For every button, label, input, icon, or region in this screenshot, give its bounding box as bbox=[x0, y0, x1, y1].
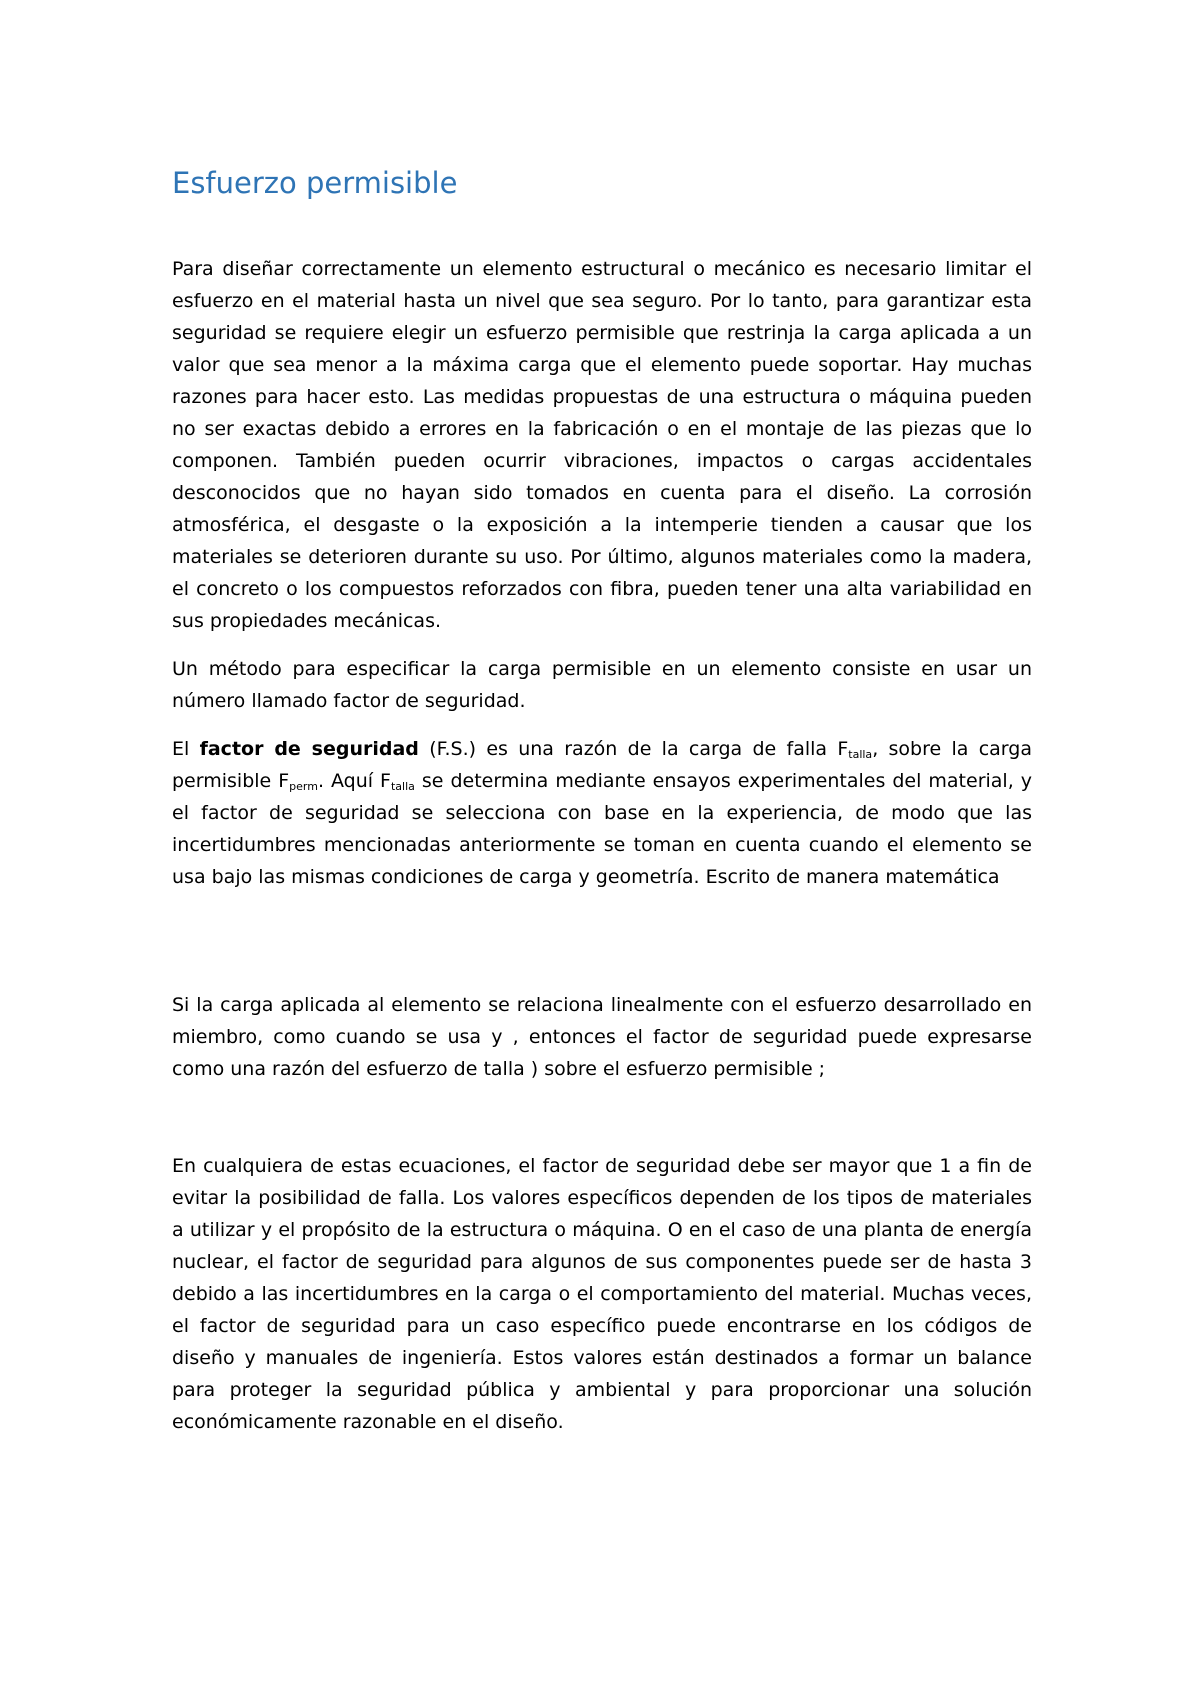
paragraph-linear-load: Si la carga aplicada al elemento se relaciona linealmente con el esfuerzo desarrollado en miembro, como cuando se usa y , entonces el factor de seguridad puede expresarse como una razón del esfuerzo de talla ) sobre el esfuerzo permisible ; bbox=[172, 994, 1032, 1080]
text-run: , sobre la carga permisible F bbox=[172, 738, 1032, 792]
bold-term: factor de seguridad bbox=[199, 738, 419, 760]
paragraph-intro: Para diseñar correctamente un elemento estructural o mecánico es necesario limitar el esfuerzo en el material hasta un nivel que sea seguro. Por lo tanto, para garantizar esta seguridad se requiere elegir un esfuerzo permisible que restrinja la carga aplicada a un valor que sea menor a la máxima carga que el elemento puede soportar. Hay muchas razones para hacer esto. Las medidas propuestas de una estructura o máquina pueden no ser exactas debido a errores en la fabricación o en el montaje de las piezas que lo componen. También pueden ocurrir vibraciones, impactos o cargas accidentales desconocidos que no hayan sido tomados en cuenta para el diseño. La corrosión atmosférica, el desgaste o la exposición a la intemperie tienden a causar que los materiales se deterioren durante su uso. Por último, algunos materiales como la madera, el concreto o los compuestos reforzados con fibra, pueden tener una alta variabilidad en sus propiedades mecánicas. bbox=[172, 258, 1032, 632]
text-run: se determina mediante ensayos experimentales del material, y el factor de seguridad se selecciona con base en la experiencia, de modo que las incertidumbres mencionadas anteriormente se toman en cuenta cuando el elemento se usa bajo las mismas condiciones de carga y geometría. Escrito de manera matemática bbox=[172, 770, 1032, 888]
subscript: talla bbox=[848, 748, 873, 761]
subscript: perm bbox=[289, 780, 318, 793]
document-title: Esfuerzo permisible bbox=[172, 166, 458, 200]
subscript: talla bbox=[390, 780, 415, 793]
text-run: (F.S.) es una razón de la carga de falla F bbox=[418, 738, 849, 760]
paragraph-conclusion: En cualquiera de estas ecuaciones, el factor de seguridad debe ser mayor que 1 a fin de evitar la posibilidad de falla. Los valores específicos dependen de los tipos de materiales a utilizar y el propósito de la estructura o máquina. O en el caso de una planta de energía nuclear, el factor de seguridad para algunos de sus componentes puede ser de hasta 3 debido a las incertidumbres en la carga o el comportamiento del material. Muchas veces, el factor de seguridad para un caso específico puede encontrarse en los códigos de diseño y manuales de ingeniería. Estos valores están destinados a formar un balance para proteger la seguridad pública y ambiental y para proporcionar una solución económicamente razonable en el diseño. bbox=[172, 1155, 1032, 1433]
paragraph-safety-factor bbox=[172, 733, 1032, 893]
text-run: El bbox=[172, 738, 200, 760]
text-run: . Aquí F bbox=[317, 770, 391, 792]
paragraph-method: Un método para especificar la carga permisible en un elemento consiste en usar un número llamado factor de seguridad. bbox=[172, 658, 1032, 712]
